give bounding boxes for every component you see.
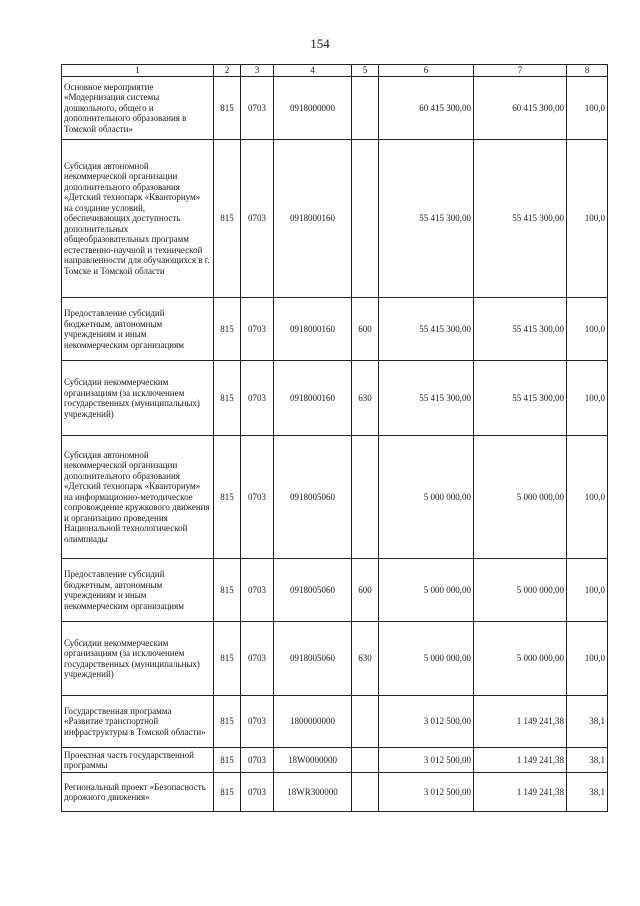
row-section-code: 0703 [241,748,274,773]
row-admin-code: 815 [214,622,241,696]
row-target-code: 0918005060 [274,436,352,559]
row-name: Предоставление субсидий бюджетным, автономным учреждениям и иным некоммерческим организациям [62,559,214,622]
row-plan-amount: 55 415 300,00 [379,361,474,436]
row-plan-amount: 3 012 500,00 [379,773,474,812]
row-target-code: 1800000000 [274,696,352,748]
row-fact-amount: 1 149 241,38 [474,696,567,748]
row-target-code: 0918005060 [274,559,352,622]
table-row [62,559,608,622]
row-name: Субсидии некоммерческим организациям (за исключением государственных (муниципальных) учреждений) [62,622,214,696]
row-percent: 100,0 [567,77,608,140]
row-section-code: 0703 [241,298,274,361]
row-admin-code: 815 [214,77,241,140]
row-name: Государственная программа «Развитие транспортной инфраструктуры в Томской области» [62,696,214,748]
table-row [62,140,608,298]
row-name: Субсидии некоммерческим организациям (за исключением государственных (муниципальных) учреждений) [62,361,214,436]
table-row [62,77,608,140]
row-type-code: 630 [352,622,379,696]
row-percent: 38,1 [567,696,608,748]
column-header: 4 [274,65,352,77]
column-header: 1 [62,65,214,77]
table-row [62,696,608,748]
row-admin-code: 815 [214,696,241,748]
row-type-code [352,77,379,140]
row-target-code: 0918000160 [274,361,352,436]
table-row [62,436,608,559]
row-admin-code: 815 [214,298,241,361]
row-percent: 100,0 [567,622,608,696]
column-header: 8 [567,65,608,77]
column-header: 2 [214,65,241,77]
row-target-code: 0918000000 [274,77,352,140]
row-fact-amount: 55 415 300,00 [474,140,567,298]
row-target-code: 0918000160 [274,140,352,298]
row-section-code: 0703 [241,361,274,436]
page-number: 154 [310,36,330,51]
row-section-code: 0703 [241,622,274,696]
row-admin-code: 815 [214,140,241,298]
row-section-code: 0703 [241,696,274,748]
row-type-code [352,436,379,559]
row-percent: 38,1 [567,773,608,812]
row-target-code: 0918000160 [274,298,352,361]
row-section-code: 0703 [241,773,274,812]
row-plan-amount: 55 415 300,00 [379,298,474,361]
row-type-code: 630 [352,361,379,436]
column-header: 5 [352,65,379,77]
table-row [62,298,608,361]
row-percent: 100,0 [567,298,608,361]
row-type-code [352,773,379,812]
row-name: Субсидия автономной некоммерческой организации дополнительного образования «Детский технопарк «Кванториум» на создание условий, обеспечивающих доступность дополнительных общеобразовательных программ естественно-научной и технической направленности для обучающихся в г. Томске и Томской области [62,140,214,298]
row-fact-amount: 1 149 241,38 [474,773,567,812]
row-percent: 100,0 [567,436,608,559]
row-fact-amount: 5 000 000,00 [474,622,567,696]
row-percent: 38,1 [567,748,608,773]
column-header: 3 [241,65,274,77]
row-admin-code: 815 [214,361,241,436]
row-plan-amount: 3 012 500,00 [379,696,474,748]
row-fact-amount: 55 415 300,00 [474,361,567,436]
row-admin-code: 815 [214,773,241,812]
row-admin-code: 815 [214,748,241,773]
row-name: Предоставление субсидий бюджетным, автономным учреждениям и иным некоммерческим организациям [62,298,214,361]
row-section-code: 0703 [241,77,274,140]
row-name: Субсидия автономной некоммерческой организации дополнительного образования «Детский технопарк «Кванториум» на информационно-методическое сопровождение кружкового движения и организацию проведения Национальной технологической олимпиады [62,436,214,559]
row-target-code: 18WR300000 [274,773,352,812]
column-header: 6 [379,65,474,77]
row-admin-code: 815 [214,436,241,559]
row-type-code [352,696,379,748]
row-fact-amount: 1 149 241,38 [474,748,567,773]
table-row [62,622,608,696]
row-name: Региональный проект «Безопасность дорожного движения» [62,773,214,812]
row-plan-amount: 5 000 000,00 [379,559,474,622]
column-header: 7 [474,65,567,77]
row-fact-amount: 5 000 000,00 [474,436,567,559]
row-plan-amount: 5 000 000,00 [379,622,474,696]
row-type-code: 600 [352,298,379,361]
row-target-code: 18W0000000 [274,748,352,773]
row-fact-amount: 60 415 300,00 [474,77,567,140]
row-plan-amount: 60 415 300,00 [379,77,474,140]
row-fact-amount: 5 000 000,00 [474,559,567,622]
row-target-code: 0918005060 [274,622,352,696]
row-name: Проектная часть государственной программы [62,748,214,773]
row-section-code: 0703 [241,140,274,298]
row-type-code [352,140,379,298]
row-name: Основное мероприятие «Модернизация системы дошкольного, общего и дополнительного образования в Томской области» [62,77,214,140]
row-fact-amount: 55 415 300,00 [474,298,567,361]
row-plan-amount: 5 000 000,00 [379,436,474,559]
budget-table [61,64,608,812]
row-section-code: 0703 [241,436,274,559]
row-type-code [352,748,379,773]
column-number-row [62,65,608,77]
table-row [62,748,608,773]
row-percent: 100,0 [567,361,608,436]
table-row [62,361,608,436]
row-plan-amount: 55 415 300,00 [379,140,474,298]
row-percent: 100,0 [567,559,608,622]
row-plan-amount: 3 012 500,00 [379,748,474,773]
row-section-code: 0703 [241,559,274,622]
table-row [62,773,608,812]
row-type-code: 600 [352,559,379,622]
row-percent: 100,0 [567,140,608,298]
row-admin-code: 815 [214,559,241,622]
